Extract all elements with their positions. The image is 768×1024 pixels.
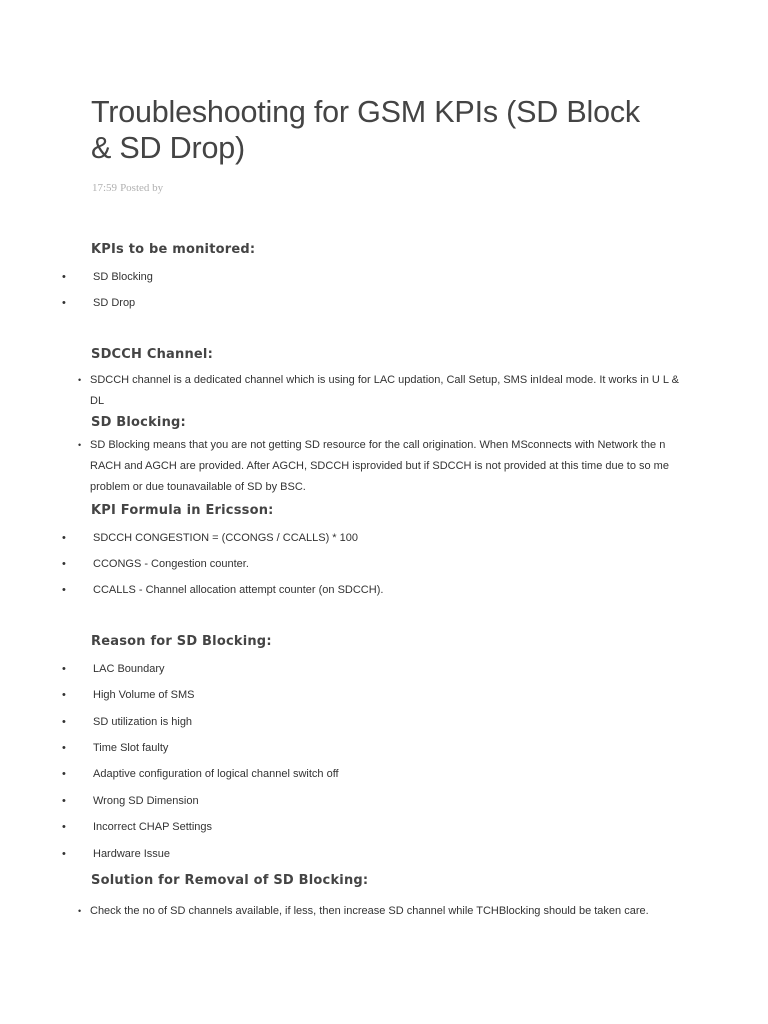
bullet-icon: • bbox=[62, 768, 66, 780]
bullet-icon: • bbox=[62, 558, 66, 570]
bullet-icon: • bbox=[78, 440, 82, 450]
bullet-icon: • bbox=[62, 821, 66, 833]
posted-by-label: Posted by bbox=[120, 182, 164, 194]
list-item-text: SD Drop bbox=[93, 297, 136, 309]
bullet-icon: • bbox=[78, 375, 82, 385]
post-meta bbox=[92, 182, 166, 194]
list-item-text: SD Blocking means that you are not getting SD resource for the call origination. When MSconnects with Network the n RACH and AGCH are provided. After AGCH, SDCCH isprovided but if SDCCH is not provided at this time due to so me problem or due tounavailable of SD by BSC. bbox=[90, 439, 669, 493]
bullet-icon: • bbox=[62, 742, 66, 754]
bullet-icon: • bbox=[62, 297, 66, 309]
bullet-icon: • bbox=[62, 271, 66, 283]
bullet-icon: • bbox=[78, 906, 82, 916]
list-item-text: High Volume of SMS bbox=[93, 689, 195, 701]
heading-sdcch: SDCCH Channel: bbox=[91, 347, 213, 362]
post-time: 17:59 bbox=[92, 182, 118, 194]
heading-kpi-formula: KPI Formula in Ericsson: bbox=[91, 503, 274, 518]
bullet-icon: • bbox=[62, 848, 66, 860]
bullet-icon: • bbox=[62, 532, 66, 544]
list-item-text: Wrong SD Dimension bbox=[93, 795, 199, 807]
list-item-text: CCALLS - Channel allocation attempt counter (on SDCCH). bbox=[93, 584, 384, 596]
bullet-icon: • bbox=[62, 716, 66, 728]
bullet-icon: • bbox=[62, 584, 66, 596]
page-title: Troubleshooting for GSM KPIs (SD Block & SD Drop) bbox=[91, 95, 640, 165]
list-item-text: SD Blocking bbox=[93, 271, 153, 283]
list-item-text: SD utilization is high bbox=[93, 716, 193, 728]
list-item-text: CCONGS - Congestion counter. bbox=[93, 558, 249, 570]
bullet-icon: • bbox=[62, 689, 66, 701]
heading-sd-blocking: SD Blocking: bbox=[91, 415, 186, 430]
list-item-text: LAC Boundary bbox=[93, 663, 165, 675]
list-item-text: SDCCH CONGESTION = (CCONGS / CCALLS) * 100 bbox=[93, 532, 358, 544]
bullet-icon: • bbox=[62, 663, 66, 675]
list-item-text: Incorrect CHAP Settings bbox=[93, 821, 213, 833]
list-item-text: Adaptive configuration of logical channel switch off bbox=[93, 768, 339, 780]
heading-solution: Solution for Removal of SD Blocking: bbox=[91, 873, 369, 888]
heading-reason: Reason for SD Blocking: bbox=[91, 634, 272, 649]
list-item-text: SDCCH channel is a dedicated channel which is using for LAC updation, Call Setup, SMS inIdeal mode. It works in U L & DL bbox=[90, 374, 680, 407]
list-item-text: Hardware Issue bbox=[93, 848, 171, 860]
bullet-icon: • bbox=[62, 795, 66, 807]
list-item-text: Time Slot faulty bbox=[93, 742, 169, 754]
list-item-text: Check the no of SD channels available, if less, then increase SD channel while TCHBlocking should be taken care. bbox=[90, 905, 649, 917]
heading-kpis: KPIs to be monitored: bbox=[91, 242, 256, 257]
